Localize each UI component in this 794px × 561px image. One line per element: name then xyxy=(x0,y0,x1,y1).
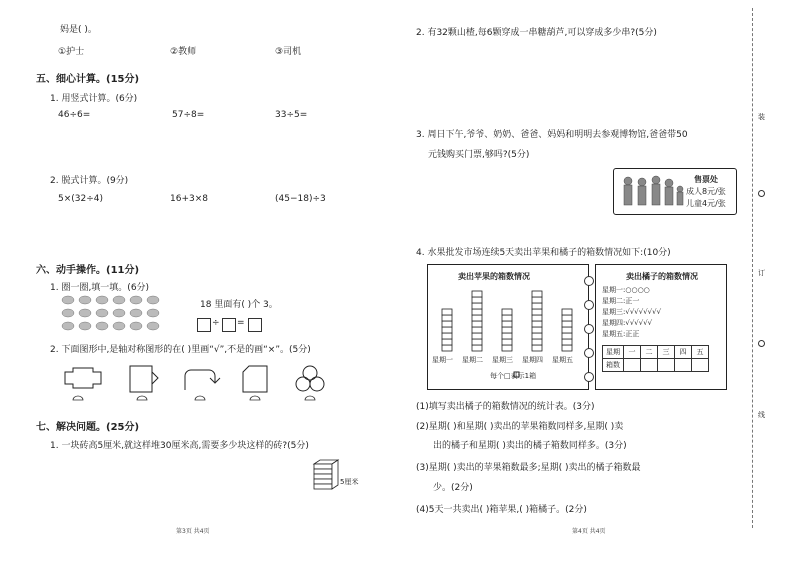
ticket-adult: 成人8元/张 xyxy=(686,187,726,196)
item-icon xyxy=(62,309,74,317)
q3-line1: 3. 周日下午,爷爷、奶奶、爸爸、妈妈和明明去参观博物馆,爸爸带50 xyxy=(416,130,688,140)
option-2: ②教师 xyxy=(170,47,197,57)
table-header: 二 xyxy=(641,346,658,359)
apple-legend: 每个□表示1箱 xyxy=(490,372,537,380)
apple-bar-cell xyxy=(442,327,452,333)
table-cell-input[interactable] xyxy=(641,359,658,372)
margin-label: 装 xyxy=(758,113,765,121)
table-cell-input[interactable] xyxy=(692,359,709,372)
table-cell-input[interactable] xyxy=(658,359,675,372)
apple-bar-cell xyxy=(502,333,512,339)
orange-row-2: 星期二:正一 xyxy=(602,297,640,305)
apple-bar-cell xyxy=(532,315,542,321)
step-calc-1: 5×(32÷4) xyxy=(58,194,104,204)
shapes-row xyxy=(55,360,375,410)
binding-hole xyxy=(758,190,765,197)
apple-bar-cell xyxy=(532,297,542,303)
binder-ring xyxy=(584,372,594,382)
apple-day-4: 星期四 xyxy=(522,356,543,364)
item-icon xyxy=(79,296,91,304)
q2: 2. 有32颗山楂,每6颗穿成一串糖葫芦,可以穿成多少串?(5分) xyxy=(416,28,657,38)
orange-chart-title: 卖出橘子的箱数情况 xyxy=(626,272,698,281)
apple-bar-cell xyxy=(532,309,542,315)
apple-bar-cell xyxy=(532,291,542,297)
item-icon xyxy=(62,296,74,304)
table-header: 五 xyxy=(692,346,709,359)
brick-stack-illustration xyxy=(312,458,342,498)
q4: 4. 水果批发市场连续5天卖出苹果和橘子的箱数情况如下:(10分) xyxy=(416,248,671,258)
apple-bar-cell xyxy=(472,333,482,339)
ticket-office-illustration xyxy=(613,168,737,215)
apple-bar-cell xyxy=(502,327,512,333)
q5-2: 2. 脱式计算。(9分) xyxy=(50,176,129,186)
item-icon xyxy=(130,309,142,317)
apple-bar-cell xyxy=(442,333,452,339)
answer-box-3[interactable] xyxy=(248,318,262,332)
apple-bar-cell xyxy=(562,345,572,351)
apple-bar-cell xyxy=(472,303,482,309)
calc-1: 46÷6= xyxy=(58,110,91,120)
apple-bar-cell xyxy=(472,315,482,321)
binder-ring xyxy=(584,300,594,310)
family-figures-icon xyxy=(618,173,688,211)
q4-4: (4)5天一共卖出( )箱苹果,( )箱橘子。(2分) xyxy=(416,505,587,515)
item-icon xyxy=(62,322,74,330)
apple-bar-cell xyxy=(442,339,452,345)
orange-row-1: 星期一:○○○○ xyxy=(602,286,650,294)
apple-bar-cell xyxy=(472,345,482,351)
division-sign: ÷ xyxy=(212,318,220,328)
apple-bar-cell xyxy=(502,309,512,315)
q4-3a: (3)星期( )卖出的苹果箱数最多;星期( )卖出的橘子箱数最 xyxy=(416,463,641,473)
margin-label: 线 xyxy=(758,411,765,419)
item-icon xyxy=(79,309,91,317)
q3-line2: 元钱购买门票,够吗?(5分) xyxy=(428,150,530,160)
apple-bar-cell xyxy=(472,321,482,327)
apple-bar-cell xyxy=(502,339,512,345)
item-icon xyxy=(96,296,108,304)
apple-bar-cell xyxy=(532,339,542,345)
binding-line xyxy=(752,8,753,528)
table-row-label: 箱数 xyxy=(603,359,624,372)
orange-stats-table xyxy=(602,345,709,372)
q6-2: 2. 下面图形中,是轴对称图形的在( )里画“√”,不是的画“×”。(5分) xyxy=(50,345,311,355)
calc-3: 33÷5= xyxy=(275,110,308,120)
top-line: 妈是( )。 xyxy=(60,25,97,35)
table-header: 三 xyxy=(658,346,675,359)
q6-1-text: 18 里面有( )个 3。 xyxy=(200,300,278,310)
section-7-title: 七、解决问题。(25分) xyxy=(36,422,140,433)
table-cell-input[interactable] xyxy=(624,359,641,372)
q6-1: 1. 圈一圈,填一填。(6分) xyxy=(50,283,150,293)
apple-chart-title: 卖出苹果的箱数情况 xyxy=(458,272,530,281)
q5-1: 1. 用竖式计算。(6分) xyxy=(50,94,138,104)
q4-3b: 少。(2分) xyxy=(433,483,473,493)
apple-bar-cell xyxy=(562,321,572,327)
item-icon xyxy=(147,309,159,317)
items-cluster-illustration xyxy=(60,294,170,334)
q4-2a: (2)星期( )和星期( )卖出的苹果箱数同样多,星期( )卖 xyxy=(416,422,624,432)
binder-ring xyxy=(584,348,594,358)
apple-bar-cell xyxy=(472,291,482,297)
ticket-child: 儿童4元/张 xyxy=(686,199,726,208)
shape-cross-icon xyxy=(65,368,101,388)
table-header: 一 xyxy=(624,346,641,359)
brick-label: 5厘米 xyxy=(340,478,359,486)
apple-bar-cell xyxy=(502,315,512,321)
shape-arrow-box-icon xyxy=(130,366,158,392)
item-icon xyxy=(113,322,125,330)
apple-bar-cell xyxy=(562,309,572,315)
apple-bar-cell xyxy=(442,321,452,327)
table-header: 四 xyxy=(675,346,692,359)
orange-row-4: 星期四:√√√√√√ xyxy=(602,319,653,327)
orange-row-5: 星期五:正正 xyxy=(602,330,640,338)
ticket-title: 售票处 xyxy=(694,175,718,184)
item-icon xyxy=(113,309,125,317)
item-icon xyxy=(147,296,159,304)
apple-day-1: 星期一 xyxy=(432,356,453,364)
item-icon xyxy=(130,322,142,330)
orange-row-3: 星期三:√√√√√√√√ xyxy=(602,308,662,316)
apple-day-5: 星期五 xyxy=(552,356,573,364)
apple-bar-cell xyxy=(442,315,452,321)
item-icon xyxy=(147,322,159,330)
binder-ring xyxy=(584,324,594,334)
apple-bar-cell xyxy=(532,345,542,351)
apple-bar-cell xyxy=(532,327,542,333)
item-icon xyxy=(96,309,108,317)
apple-bar-cell xyxy=(442,309,452,315)
apple-bar-cell xyxy=(532,303,542,309)
apple-bar-cell xyxy=(562,339,572,345)
q4-2b: 出的橘子和星期( )卖出的橘子箱数同样多。(3分) xyxy=(433,441,627,451)
table-header: 星期 xyxy=(603,346,624,359)
section-6-title: 六、动手操作。(11分) xyxy=(36,265,140,276)
item-icon xyxy=(96,322,108,330)
item-icon xyxy=(79,322,91,330)
item-icon xyxy=(113,296,125,304)
calc-2: 57÷8= xyxy=(172,110,205,120)
step-calc-2: 16+3×8 xyxy=(170,194,208,204)
answer-box-2[interactable] xyxy=(222,318,236,332)
equals-sign: = xyxy=(237,318,245,328)
apple-bar-cell xyxy=(472,327,482,333)
apple-bar-cell xyxy=(472,297,482,303)
apple-chart-panel xyxy=(427,264,589,390)
binding-hole xyxy=(758,340,765,347)
apple-bar-cell xyxy=(472,309,482,315)
apple-bar-cell xyxy=(502,345,512,351)
left-footer: 第3页 共4页 xyxy=(176,528,210,535)
apple-bar-cell xyxy=(562,327,572,333)
answer-box-1[interactable] xyxy=(197,318,211,332)
right-footer: 第4页 共4页 xyxy=(572,528,606,535)
apple-bar-cell xyxy=(562,315,572,321)
table-cell-input[interactable] xyxy=(675,359,692,372)
apple-bar-cell xyxy=(562,333,572,339)
apple-bar-cell xyxy=(532,333,542,339)
binder-ring xyxy=(584,276,594,286)
section-5-title: 五、细心计算。(15分) xyxy=(36,74,140,85)
option-3: ③司机 xyxy=(275,47,302,57)
apple-bar-cell xyxy=(472,339,482,345)
apple-bar-cell xyxy=(532,321,542,327)
shape-curved-arrow-icon xyxy=(185,370,220,390)
orange-tally-panel xyxy=(595,264,727,390)
apple-bar-cell xyxy=(502,321,512,327)
option-1: ①护士 xyxy=(58,47,85,57)
shape-cut-corner-icon xyxy=(243,366,267,392)
step-calc-3: (45−18)÷3 xyxy=(275,194,326,204)
apple-day-2: 星期二 xyxy=(462,356,483,364)
apple-day-3: 星期三 xyxy=(492,356,513,364)
item-icon xyxy=(130,296,142,304)
q4-1: (1)填写卖出橘子的箱数情况的统计表。(3分) xyxy=(416,402,595,412)
q7-1: 1. 一块砖高5厘米,就这样堆30厘米高,需要多少块这样的砖?(5分) xyxy=(50,441,309,451)
apple-bar-cell xyxy=(442,345,452,351)
margin-label: 订 xyxy=(758,269,765,277)
